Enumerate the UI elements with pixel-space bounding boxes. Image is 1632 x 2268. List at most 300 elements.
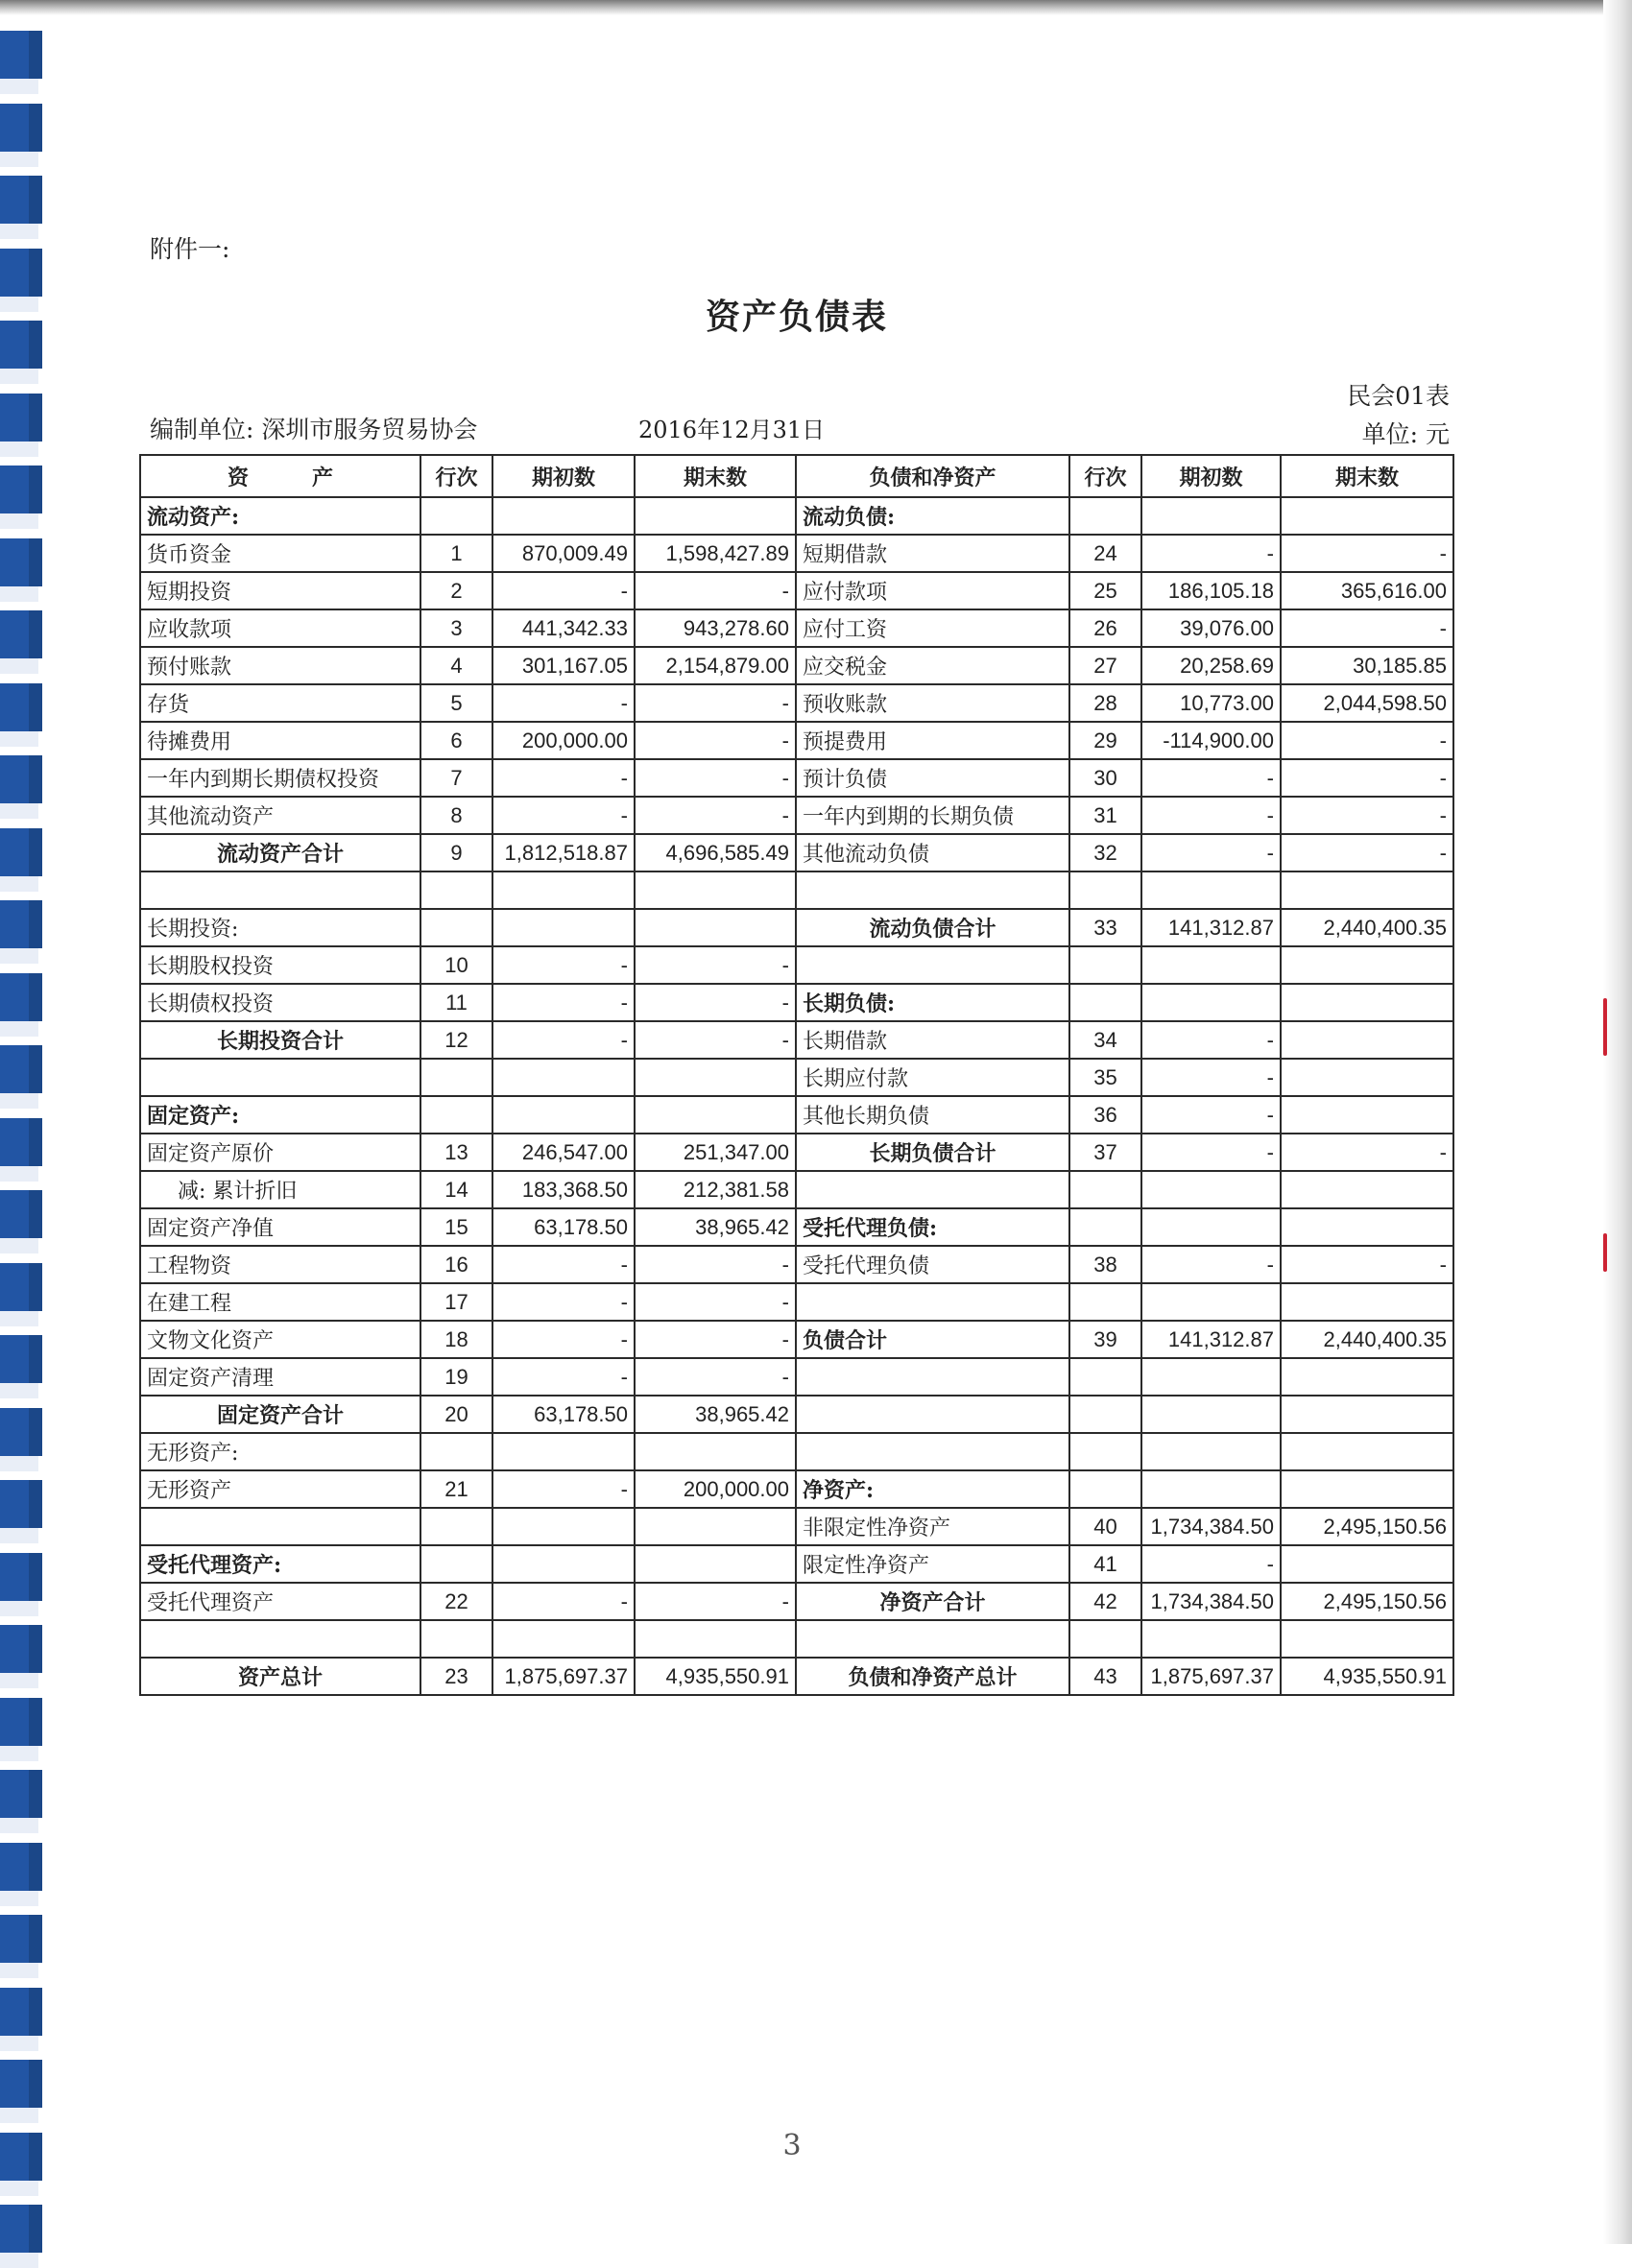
- asset-ending-value: -: [635, 797, 796, 834]
- asset-beginning-value: -: [492, 1246, 635, 1283]
- binding-gap: [0, 2253, 38, 2268]
- liability-line-no: [1069, 1358, 1141, 1396]
- liability-line-no: 29: [1069, 722, 1141, 759]
- binding-ring: [0, 900, 42, 948]
- liability-line-no: 24: [1069, 535, 1141, 572]
- asset-line-no: [420, 909, 492, 946]
- liability-item-name: 预计负债: [796, 759, 1069, 797]
- asset-beginning-value: 870,009.49: [492, 535, 635, 572]
- liability-line-no: [1069, 946, 1141, 984]
- liability-ending-value: 30,185.85: [1281, 647, 1453, 684]
- header-ending: 期末数: [1281, 455, 1453, 497]
- binding-gap: [0, 2036, 38, 2051]
- asset-beginning-value: [492, 1059, 635, 1096]
- binding-ring: [0, 249, 42, 297]
- liability-line-no: [1069, 1208, 1141, 1246]
- asset-ending-value: [635, 497, 796, 535]
- liability-line-no: 40: [1069, 1508, 1141, 1545]
- asset-ending-value: 38,965.42: [635, 1208, 796, 1246]
- table-row: [140, 1433, 1453, 1470]
- asset-item-name: 预付账款: [140, 647, 420, 684]
- liability-item-name: 预提费用: [796, 722, 1069, 759]
- binding-ring: [0, 1263, 42, 1311]
- asset-line-no: 4: [420, 647, 492, 684]
- table-row: [140, 984, 1453, 1021]
- asset-beginning-value: -: [492, 759, 635, 797]
- liability-line-no: 26: [1069, 609, 1141, 647]
- binding-ring: [0, 104, 42, 152]
- binding-ring: [0, 1698, 42, 1746]
- binding-ring: [0, 2205, 42, 2253]
- header-line-no: 行次: [1069, 455, 1141, 497]
- asset-beginning-value: [492, 1433, 635, 1470]
- binding-gap: [0, 803, 38, 819]
- binding-gap: [0, 369, 38, 384]
- liability-ending-value: [1281, 1433, 1453, 1470]
- asset-item-name: 长期投资合计: [140, 1021, 420, 1059]
- liability-ending-value: [1281, 1208, 1453, 1246]
- liability-line-no: 42: [1069, 1583, 1141, 1620]
- asset-line-no: 16: [420, 1246, 492, 1283]
- asset-line-no: [420, 1545, 492, 1583]
- asset-line-no: [420, 1508, 492, 1545]
- liability-beginning-value: 141,312.87: [1141, 1321, 1281, 1358]
- liability-ending-value: [1281, 1396, 1453, 1433]
- asset-line-no: 5: [420, 684, 492, 722]
- asset-ending-value: -: [635, 1583, 796, 1620]
- binding-gap: [0, 442, 38, 457]
- asset-item-name: 固定资产清理: [140, 1358, 420, 1396]
- header-ending: 期末数: [635, 455, 796, 497]
- asset-beginning-value: -: [492, 1321, 635, 1358]
- asset-ending-value: 38,965.42: [635, 1396, 796, 1433]
- asset-item-name: [140, 1508, 420, 1545]
- liability-item-name: 非限定性净资产: [796, 1508, 1069, 1545]
- liability-item-name: 短期借款: [796, 535, 1069, 572]
- asset-beginning-value: [492, 1096, 635, 1134]
- asset-line-no: 21: [420, 1470, 492, 1508]
- asset-item-name: 受托代理资产:: [140, 1545, 420, 1583]
- asset-beginning-value: 246,547.00: [492, 1134, 635, 1171]
- page-number: 3: [782, 2129, 802, 2162]
- asset-item-name: [140, 1059, 420, 1096]
- liability-item-name: 应交税金: [796, 647, 1069, 684]
- binding-gap: [0, 1963, 38, 1978]
- liability-item-name: [796, 1171, 1069, 1208]
- asset-beginning-value: [492, 909, 635, 946]
- asset-item-name: 固定资产原价: [140, 1134, 420, 1171]
- liability-ending-value: -: [1281, 834, 1453, 871]
- liability-beginning-value: 20,258.69: [1141, 647, 1281, 684]
- table-row: [140, 1021, 1453, 1059]
- asset-item-name: 货币资金: [140, 535, 420, 572]
- asset-line-no: 10: [420, 946, 492, 984]
- asset-item-name: 工程物资: [140, 1246, 420, 1283]
- asset-ending-value: 4,935,550.91: [635, 1658, 796, 1695]
- page-title: 资产负债表: [705, 297, 888, 337]
- asset-item-name: 受托代理资产: [140, 1583, 420, 1620]
- liability-line-no: [1069, 871, 1141, 909]
- table-row: [140, 1583, 1453, 1620]
- liability-ending-value: [1281, 497, 1453, 535]
- asset-ending-value: [635, 871, 796, 909]
- asset-line-no: 9: [420, 834, 492, 871]
- asset-ending-value: -: [635, 1321, 796, 1358]
- binding-ring: [0, 1118, 42, 1166]
- scan-right-edge: [1603, 0, 1632, 2244]
- asset-beginning-value: [492, 1620, 635, 1658]
- table-row: [140, 1096, 1453, 1134]
- asset-line-no: 3: [420, 609, 492, 647]
- liability-ending-value: 4,935,550.91: [1281, 1658, 1453, 1695]
- liability-beginning-value: 1,875,697.37: [1141, 1658, 1281, 1695]
- liability-beginning-value: -: [1141, 797, 1281, 834]
- asset-ending-value: 212,381.58: [635, 1171, 796, 1208]
- liability-item-name: 应付工资: [796, 609, 1069, 647]
- liability-beginning-value: [1141, 1470, 1281, 1508]
- binding-ring: [0, 755, 42, 803]
- asset-beginning-value: 1,875,697.37: [492, 1658, 635, 1695]
- asset-item-name: 固定资产净值: [140, 1208, 420, 1246]
- table-row: [140, 1545, 1453, 1583]
- liability-ending-value: 365,616.00: [1281, 572, 1453, 609]
- asset-ending-value: 4,696,585.49: [635, 834, 796, 871]
- binding-gap: [0, 1311, 38, 1326]
- binding-ring: [0, 1770, 42, 1818]
- liability-ending-value: -: [1281, 759, 1453, 797]
- binding-ring: [0, 1335, 42, 1383]
- liability-ending-value: [1281, 1283, 1453, 1321]
- binding-ring: [0, 176, 42, 224]
- asset-ending-value: -: [635, 1021, 796, 1059]
- liability-ending-value: [1281, 1059, 1453, 1096]
- liability-item-name: 其他长期负债: [796, 1096, 1069, 1134]
- asset-line-no: [420, 871, 492, 909]
- asset-beginning-value: -: [492, 1021, 635, 1059]
- asset-line-no: [420, 1096, 492, 1134]
- liability-beginning-value: -: [1141, 1096, 1281, 1134]
- asset-item-name: 固定资产合计: [140, 1396, 420, 1433]
- liability-beginning-value: [1141, 1433, 1281, 1470]
- binding-ring: [0, 1408, 42, 1456]
- liability-item-name: [796, 1433, 1069, 1470]
- liability-line-no: 32: [1069, 834, 1141, 871]
- liability-ending-value: [1281, 984, 1453, 1021]
- binding-gap: [0, 1238, 38, 1253]
- asset-item-name: 文物文化资产: [140, 1321, 420, 1358]
- asset-ending-value: -: [635, 946, 796, 984]
- asset-ending-value: [635, 1059, 796, 1096]
- asset-beginning-value: -: [492, 1358, 635, 1396]
- liability-beginning-value: [1141, 1358, 1281, 1396]
- asset-ending-value: -: [635, 1246, 796, 1283]
- liability-line-no: 34: [1069, 1021, 1141, 1059]
- asset-ending-value: -: [635, 759, 796, 797]
- binding-ring: [0, 1480, 42, 1528]
- table-row: [140, 946, 1453, 984]
- liability-ending-value: -: [1281, 609, 1453, 647]
- report-date: 2016年12月31日: [638, 417, 826, 443]
- liability-ending-value: -: [1281, 797, 1453, 834]
- liability-ending-value: [1281, 1470, 1453, 1508]
- binding-ring: [0, 973, 42, 1021]
- binding-ring: [0, 1045, 42, 1093]
- binding-ring: [0, 394, 42, 442]
- liability-beginning-value: [1141, 1171, 1281, 1208]
- form-code: 民会01表: [1347, 382, 1450, 410]
- spiral-binding: [0, 19, 42, 2244]
- asset-ending-value: [635, 909, 796, 946]
- currency-unit: 单位: 元: [1361, 420, 1450, 448]
- asset-item-name: 减: 累计折旧: [140, 1171, 420, 1208]
- liability-ending-value: [1281, 871, 1453, 909]
- header-assets: 资 产: [140, 455, 420, 497]
- asset-beginning-value: 63,178.50: [492, 1208, 635, 1246]
- liability-ending-value: [1281, 946, 1453, 984]
- binding-gap: [0, 731, 38, 747]
- liability-beginning-value: [1141, 1396, 1281, 1433]
- asset-item-name: 长期债权投资: [140, 984, 420, 1021]
- red-ink-mark: [1603, 1233, 1607, 1272]
- table-row: [140, 871, 1453, 909]
- binding-gap: [0, 1021, 38, 1037]
- liability-beginning-value: -: [1141, 1246, 1281, 1283]
- asset-beginning-value: 200,000.00: [492, 722, 635, 759]
- table-row: [140, 1283, 1453, 1321]
- liability-item-name: [796, 1358, 1069, 1396]
- asset-ending-value: [635, 1620, 796, 1658]
- liability-beginning-value: -114,900.00: [1141, 722, 1281, 759]
- binding-gap: [0, 1528, 38, 1543]
- asset-item-name: 无形资产: [140, 1470, 420, 1508]
- liability-item-name: [796, 946, 1069, 984]
- asset-line-no: [420, 1059, 492, 1096]
- asset-line-no: 17: [420, 1283, 492, 1321]
- liability-item-name: 净资产合计: [796, 1583, 1069, 1620]
- liability-line-no: [1069, 1470, 1141, 1508]
- liability-item-name: 负债合计: [796, 1321, 1069, 1358]
- liability-line-no: 33: [1069, 909, 1141, 946]
- binding-gap: [0, 658, 38, 674]
- liability-item-name: 限定性净资产: [796, 1545, 1069, 1583]
- liability-beginning-value: -: [1141, 1021, 1281, 1059]
- asset-line-no: 23: [420, 1658, 492, 1695]
- liability-item-name: 长期借款: [796, 1021, 1069, 1059]
- asset-beginning-value: 301,167.05: [492, 647, 635, 684]
- binding-gap: [0, 2108, 38, 2123]
- liability-beginning-value: 1,734,384.50: [1141, 1583, 1281, 1620]
- binding-ring: [0, 1553, 42, 1601]
- asset-beginning-value: -: [492, 1470, 635, 1508]
- liability-item-name: 一年内到期的长期负债: [796, 797, 1069, 834]
- binding-ring: [0, 31, 42, 79]
- liability-ending-value: [1281, 1358, 1453, 1396]
- liability-item-name: 长期应付款: [796, 1059, 1069, 1096]
- binding-ring: [0, 466, 42, 513]
- liability-line-no: [1069, 1171, 1141, 1208]
- asset-line-no: [420, 497, 492, 535]
- table-row: [140, 1620, 1453, 1658]
- asset-beginning-value: [492, 1545, 635, 1583]
- table-row: [140, 1658, 1453, 1695]
- liability-ending-value: [1281, 1545, 1453, 1583]
- liability-beginning-value: [1141, 1620, 1281, 1658]
- binding-gap: [0, 513, 38, 529]
- liability-line-no: [1069, 1283, 1141, 1321]
- liability-beginning-value: [1141, 497, 1281, 535]
- binding-ring: [0, 2060, 42, 2108]
- liability-line-no: [1069, 984, 1141, 1021]
- liability-beginning-value: -: [1141, 535, 1281, 572]
- liability-item-name: 其他流动负债: [796, 834, 1069, 871]
- binding-ring: [0, 1190, 42, 1238]
- liability-item-name: [796, 1620, 1069, 1658]
- asset-line-no: 13: [420, 1134, 492, 1171]
- table-row: [140, 834, 1453, 871]
- asset-item-name: 短期投资: [140, 572, 420, 609]
- asset-ending-value: 1,598,427.89: [635, 535, 796, 572]
- asset-line-no: 15: [420, 1208, 492, 1246]
- asset-line-no: 18: [420, 1321, 492, 1358]
- asset-ending-value: [635, 1433, 796, 1470]
- liability-beginning-value: [1141, 1208, 1281, 1246]
- table-row: [140, 647, 1453, 684]
- table-row: [140, 1396, 1453, 1433]
- binding-ring: [0, 1843, 42, 1891]
- asset-item-name: 长期投资:: [140, 909, 420, 946]
- binding-ring: [0, 683, 42, 731]
- binding-gap: [0, 2181, 38, 2196]
- header-liabilities: 负债和净资产: [796, 455, 1069, 497]
- binding-ring: [0, 1625, 42, 1673]
- binding-gap: [0, 586, 38, 602]
- liability-line-no: 31: [1069, 797, 1141, 834]
- asset-line-no: 19: [420, 1358, 492, 1396]
- liability-line-no: 35: [1069, 1059, 1141, 1096]
- asset-ending-value: [635, 1545, 796, 1583]
- liability-beginning-value: [1141, 1283, 1281, 1321]
- liability-item-name: 应付款项: [796, 572, 1069, 609]
- asset-ending-value: -: [635, 1358, 796, 1396]
- header-line-no: 行次: [420, 455, 492, 497]
- header-beginning: 期初数: [1141, 455, 1281, 497]
- asset-item-name: 其他流动资产: [140, 797, 420, 834]
- asset-beginning-value: -: [492, 1283, 635, 1321]
- asset-item-name: 流动资产合计: [140, 834, 420, 871]
- asset-item-name: [140, 871, 420, 909]
- asset-ending-value: -: [635, 572, 796, 609]
- table-row: [140, 1321, 1453, 1358]
- liability-ending-value: -: [1281, 1246, 1453, 1283]
- asset-beginning-value: -: [492, 946, 635, 984]
- table-row: [140, 1246, 1453, 1283]
- red-ink-mark: [1603, 998, 1607, 1056]
- liability-ending-value: -: [1281, 535, 1453, 572]
- liability-beginning-value: -: [1141, 834, 1281, 871]
- liability-ending-value: 2,440,400.35: [1281, 909, 1453, 946]
- table-row: [140, 1470, 1453, 1508]
- liability-beginning-value: [1141, 946, 1281, 984]
- liability-ending-value: -: [1281, 1134, 1453, 1171]
- liability-item-name: [796, 1396, 1069, 1433]
- asset-item-name: 存货: [140, 684, 420, 722]
- asset-ending-value: -: [635, 1283, 796, 1321]
- liability-beginning-value: -: [1141, 759, 1281, 797]
- liability-beginning-value: [1141, 871, 1281, 909]
- liability-item-name: 预收账款: [796, 684, 1069, 722]
- asset-ending-value: 200,000.00: [635, 1470, 796, 1508]
- binding-gap: [0, 152, 38, 167]
- table-row: [140, 1358, 1453, 1396]
- asset-line-no: 8: [420, 797, 492, 834]
- asset-ending-value: 251,347.00: [635, 1134, 796, 1171]
- asset-item-name: 一年内到期长期债权投资: [140, 759, 420, 797]
- liability-ending-value: 2,495,150.56: [1281, 1583, 1453, 1620]
- org-label: 编制单位: 深圳市服务贸易协会: [150, 416, 478, 443]
- asset-item-name: 资产总计: [140, 1658, 420, 1695]
- liability-beginning-value: -: [1141, 1134, 1281, 1171]
- table-row: [140, 609, 1453, 647]
- liability-beginning-value: 186,105.18: [1141, 572, 1281, 609]
- liability-ending-value: 2,044,598.50: [1281, 684, 1453, 722]
- binding-gap: [0, 79, 38, 94]
- binding-gap: [0, 876, 38, 892]
- asset-line-no: 22: [420, 1583, 492, 1620]
- table-header-row: [140, 455, 1453, 497]
- liability-line-no: 39: [1069, 1321, 1141, 1358]
- liability-beginning-value: 39,076.00: [1141, 609, 1281, 647]
- liability-ending-value: -: [1281, 722, 1453, 759]
- table-row: [140, 759, 1453, 797]
- header-beginning: 期初数: [492, 455, 635, 497]
- balance-sheet-table: [139, 454, 1454, 1696]
- liability-line-no: 28: [1069, 684, 1141, 722]
- liability-line-no: 41: [1069, 1545, 1141, 1583]
- asset-item-name: 长期股权投资: [140, 946, 420, 984]
- liability-item-name: 净资产:: [796, 1470, 1069, 1508]
- liability-line-no: 27: [1069, 647, 1141, 684]
- liability-item-name: [796, 871, 1069, 909]
- asset-line-no: 1: [420, 535, 492, 572]
- asset-beginning-value: 1,812,518.87: [492, 834, 635, 871]
- binding-ring: [0, 1915, 42, 1963]
- asset-item-name: 应收款项: [140, 609, 420, 647]
- liability-line-no: 38: [1069, 1246, 1141, 1283]
- liability-line-no: 37: [1069, 1134, 1141, 1171]
- liability-beginning-value: 141,312.87: [1141, 909, 1281, 946]
- asset-ending-value: -: [635, 684, 796, 722]
- asset-item-name: 流动资产:: [140, 497, 420, 535]
- binding-gap: [0, 1601, 38, 1616]
- liability-ending-value: [1281, 1096, 1453, 1134]
- table-row: [140, 497, 1453, 535]
- table-row: [140, 1508, 1453, 1545]
- asset-line-no: 14: [420, 1171, 492, 1208]
- asset-beginning-value: -: [492, 797, 635, 834]
- binding-gap: [0, 1456, 38, 1471]
- binding-gap: [0, 224, 38, 239]
- liability-beginning-value: 10,773.00: [1141, 684, 1281, 722]
- asset-beginning-value: 441,342.33: [492, 609, 635, 647]
- asset-beginning-value: 183,368.50: [492, 1171, 635, 1208]
- attachment-label: 附件一:: [150, 235, 230, 263]
- asset-ending-value: -: [635, 722, 796, 759]
- table-row: [140, 1208, 1453, 1246]
- asset-item-name: 无形资产:: [140, 1433, 420, 1470]
- asset-beginning-value: -: [492, 984, 635, 1021]
- table-row: [140, 1134, 1453, 1171]
- asset-line-no: 2: [420, 572, 492, 609]
